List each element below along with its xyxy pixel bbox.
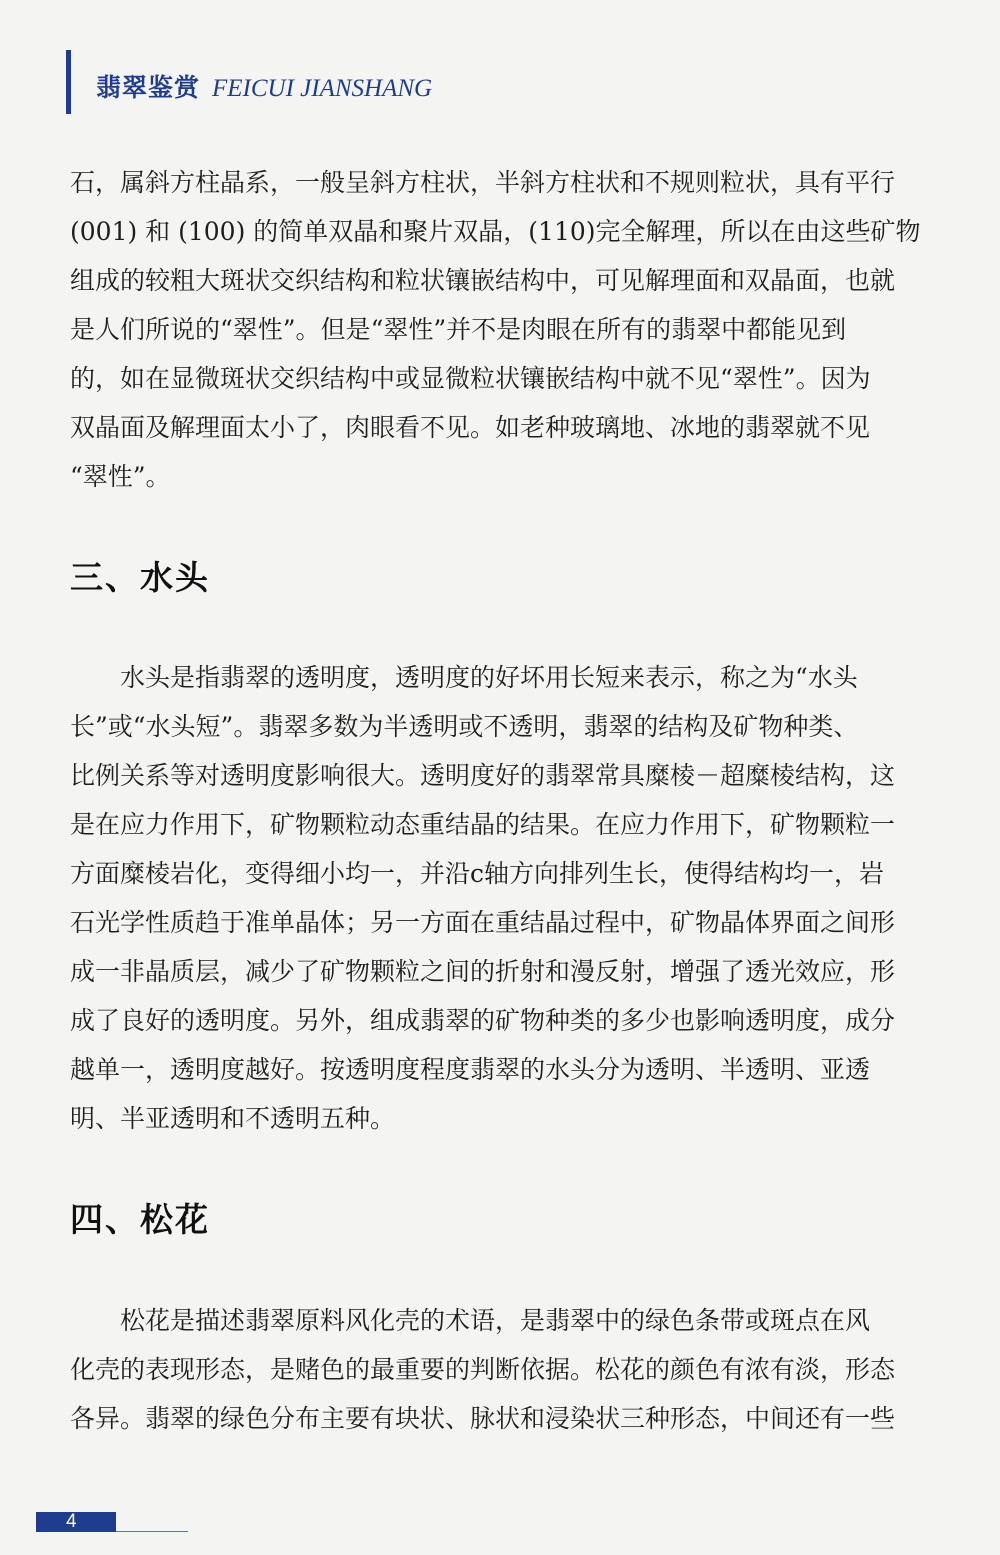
running-header xyxy=(96,68,432,104)
text-line: 的，如在显微斑状交织结构中或显微粒状镶嵌结构中就不见“翠性”。因为 xyxy=(70,364,871,393)
text-line: 成了良好的透明度。另外，组成翡翠的矿物种类的多少也影响透明度，成分 xyxy=(70,1006,896,1035)
text-line: 各异。翡翠的绿色分布主要有块状、脉状和浸染状三种形态，中间还有一些 xyxy=(70,1404,896,1433)
footer-rule xyxy=(116,1531,188,1532)
text-line: 是人们所说的“翠性”。但是“翠性”并不是肉眼在所有的翡翠中都能见到 xyxy=(70,315,847,344)
text-line: 双晶面及解理面太小了，肉眼看不见。如老种玻璃地、冰地的翡翠就不见 xyxy=(70,413,871,442)
text-line: 石光学性质趋于准单晶体；另一方面在重结晶过程中，矿物晶体界面之间形 xyxy=(70,908,896,937)
header-title-english: FEICUI JIANSHANG xyxy=(212,75,433,102)
page-number: 4 xyxy=(66,1511,77,1532)
header-accent-bar xyxy=(66,50,71,114)
text-line: 水头是指翡翠的透明度，透明度的好坏用长短来表示，称之为“水头 xyxy=(120,663,858,692)
text-line: 明、半亚透明和不透明五种。 xyxy=(70,1104,396,1133)
intro-paragraph xyxy=(70,158,954,501)
text-line: 化壳的表现形态，是赌色的最重要的判断依据。松花的颜色有浓有淡，形态 xyxy=(70,1355,896,1384)
text-line: 是在应力作用下，矿物颗粒动态重结晶的结果。在应力作用下，矿物颗粒一 xyxy=(70,810,896,839)
text-line: 长”或“水头短”。翡翠多数为半透明或不透明，翡翠的结构及矿物种类、 xyxy=(70,712,859,741)
text-line: 越单一，透明度越好。按透明度程度翡翠的水头分为透明、半透明、亚透 xyxy=(70,1055,871,1084)
text-line: 成一非晶质层，减少了矿物颗粒之间的折射和漫反射，增强了透光效应，形 xyxy=(70,957,896,986)
section4-paragraph xyxy=(70,1296,954,1443)
header-title-chinese: 翡翠鉴赏 xyxy=(96,73,201,102)
section3-paragraph xyxy=(70,653,954,1143)
text-line: 石，属斜方柱晶系，一般呈斜方柱状，半斜方柱状和不规则粒状，具有平行 xyxy=(70,168,896,197)
text-line: (001) 和 (100) 的简单双晶和聚片双晶，(110)完全解理，所以在由这些矿物 xyxy=(70,217,921,246)
section-heading-shuitou: 三、水头 xyxy=(70,558,210,597)
text-line: 比例关系等对透明度影响很大。透明度好的翡翠常具糜棱－超糜棱结构，这 xyxy=(70,761,896,790)
section-heading-songhua: 四、松花 xyxy=(70,1200,210,1239)
text-line: 方面糜棱岩化，变得细小均一，并沿c轴方向排列生长，使得结构均一，岩 xyxy=(70,859,885,888)
text-line: “翠性”。 xyxy=(70,462,171,491)
text-line: 松花是描述翡翠原料风化壳的术语，是翡翠中的绿色条带或斑点在风 xyxy=(120,1306,871,1335)
text-line: 组成的较粗大斑状交织结构和粒状镶嵌结构中，可见解理面和双晶面，也就 xyxy=(70,266,896,295)
